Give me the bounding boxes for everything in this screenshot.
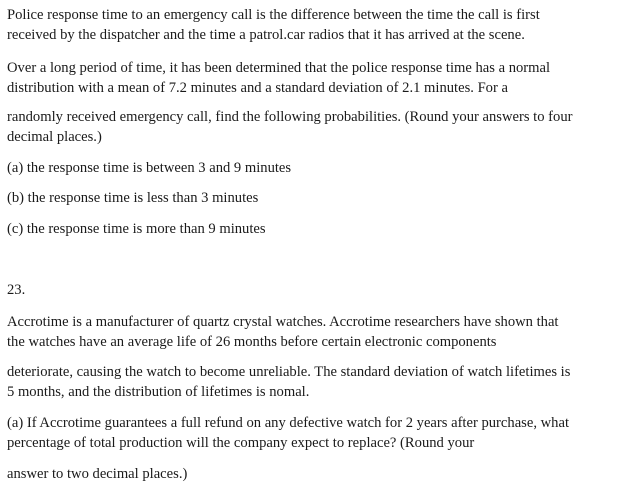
p23-details-line-1: deteriorate, causing the watch to become unreliable. The standard deviation of watch lifetimes is [7,364,571,380]
p22-part-b: (b) the response time is less than 3 minutes [7,190,259,206]
p22-intro-line-2: received by the dispatcher and the time a patrol.car radios that it has arrived at the scene. [7,27,525,43]
p23-part-a-end: answer to two decimal places.) [7,466,188,482]
p22-instruction-line-2: decimal places.) [7,129,102,145]
p22-setup [7,58,550,98]
p22-instruction-line-1: randomly received emergency call, find the following probabilities. (Round your answers to four [7,109,573,125]
p23-part-a-line-2: percentage of total production will the company expect to replace? (Round your [7,435,475,451]
p22-instruction [7,107,573,147]
p23-number: 23. [7,282,26,298]
p23-part-a [7,413,569,453]
p22-setup-line-1: Over a long period of time, it has been determined that the police response time has a normal [7,60,551,76]
p23-intro-line-1: Accrotime is a manufacturer of quartz crystal watches. Accrotime researchers have shown that [7,314,559,330]
p23-part-a-line-1: (a) If Accrotime guarantees a full refund on any defective watch for 2 years after purchase, what [7,415,569,431]
p22-setup-line-2: distribution with a mean of 7.2 minutes and a standard deviation of 2.1 minutes. For a [7,80,508,96]
p22-intro [7,5,540,45]
p23-details [7,362,570,402]
p23-details-line-2: 5 months, and the distribution of lifetimes is nomal. [7,384,310,400]
p23-intro [7,312,558,352]
p22-part-c: (c) the response time is more than 9 minutes [7,221,266,237]
p23-intro-line-2: the watches have an average life of 26 months before certain electronic components [7,334,497,350]
p22-intro-line-1: Police response time to an emergency call is the difference between the time the call is first [7,7,540,23]
p22-part-a: (a) the response time is between 3 and 9 minutes [7,160,292,176]
